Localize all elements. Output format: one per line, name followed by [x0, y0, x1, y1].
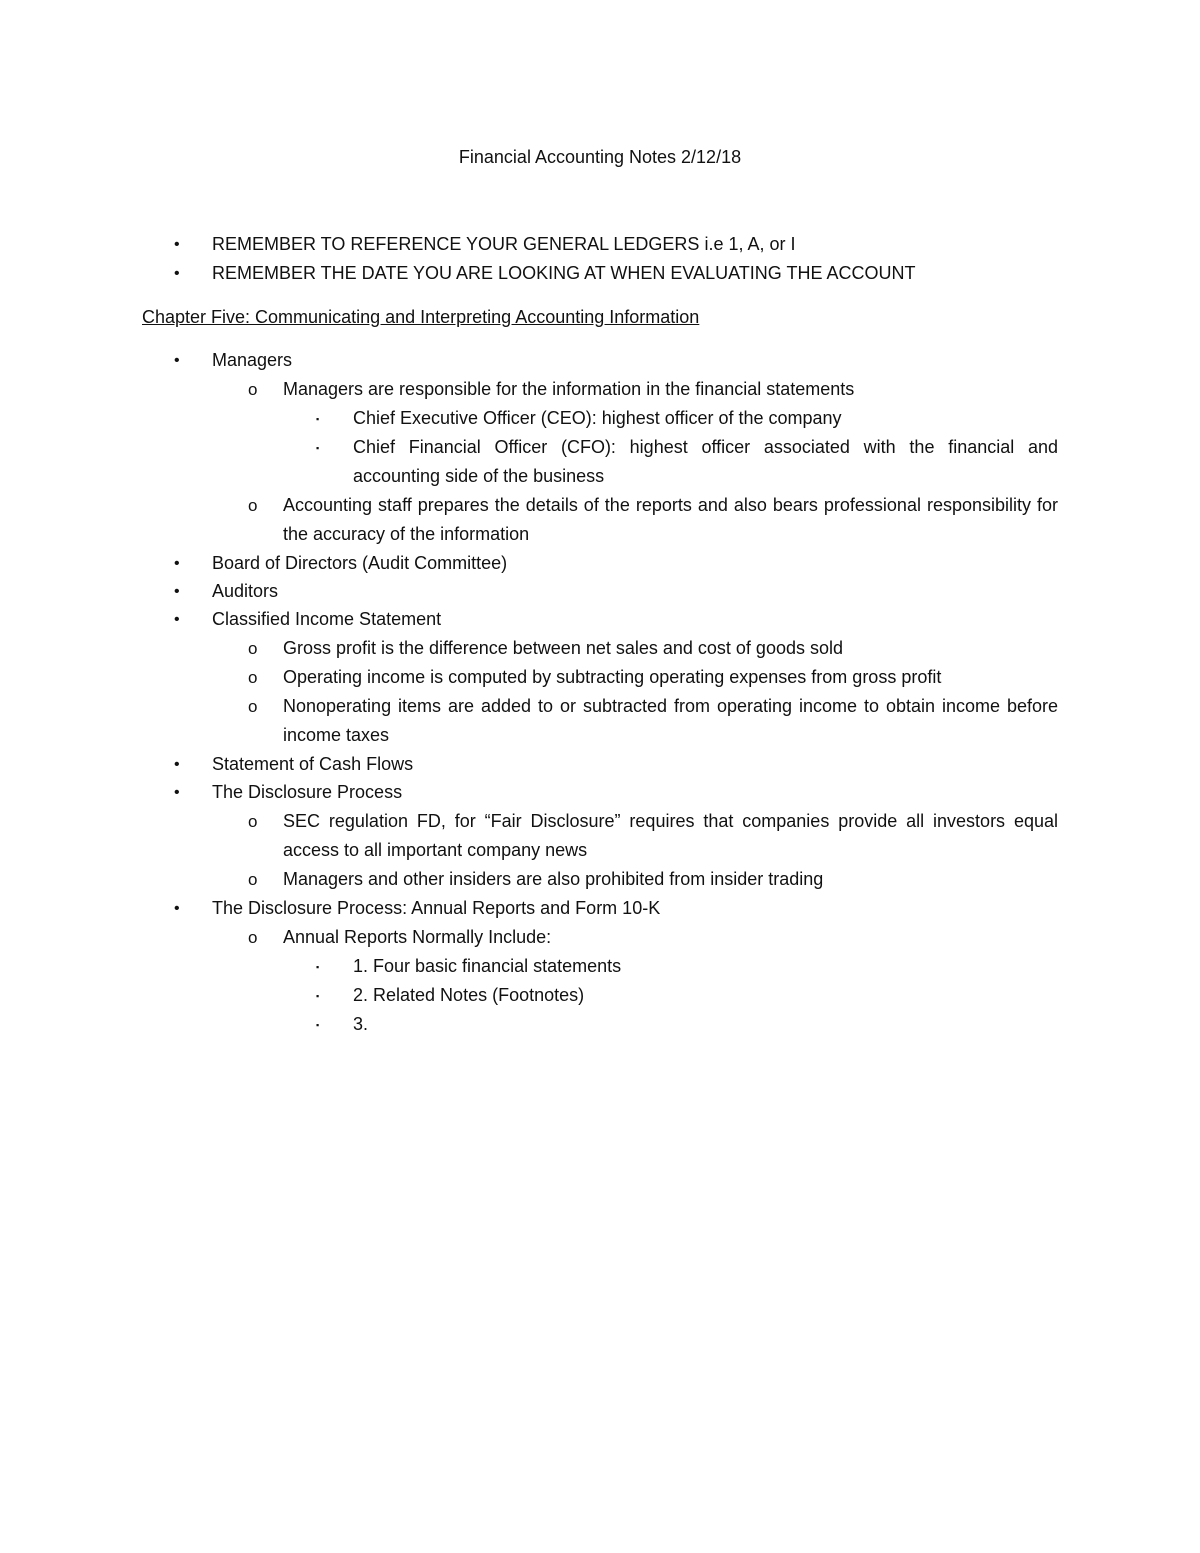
- note-text: 2. Related Notes (Footnotes): [353, 985, 585, 1005]
- note-text: Chief Financial Officer (CFO): highest officer associated with the financial and accounting side of the business: [353, 437, 1058, 486]
- bullet-marker: •: [174, 265, 180, 282]
- bullet-marker: •: [174, 555, 180, 572]
- bullet-marker: •: [174, 784, 180, 801]
- list-item: [248, 807, 1058, 865]
- note-text: SEC regulation FD, for “Fair Disclosure” requires that companies provide all investors equal access to all important company news: [283, 811, 1058, 860]
- circle-marker: o: [248, 668, 258, 687]
- note-text: 1. Four basic financial statements: [353, 956, 622, 976]
- list-item: [174, 230, 1058, 259]
- note-text: Managers are responsible for the information in the financial statements: [283, 379, 855, 399]
- bullet-marker: •: [174, 756, 180, 773]
- bullet-marker: •: [174, 611, 180, 628]
- list-item: [174, 577, 1058, 606]
- circle-marker: o: [248, 928, 258, 947]
- list-item: [248, 923, 1058, 952]
- circle-marker: o: [248, 639, 258, 658]
- list-item: [316, 952, 1058, 981]
- list-item: [174, 549, 1058, 578]
- bullet-marker: •: [174, 583, 180, 600]
- list-item: [248, 692, 1058, 750]
- square-marker: ▪: [316, 443, 320, 453]
- list-item: [174, 750, 1058, 779]
- note-text: Accounting staff prepares the details of the reports and also bears professional responsibility for the accuracy of the information: [283, 495, 1058, 544]
- chapter-heading: Chapter Five: Communicating and Interpreting Accounting Information: [142, 307, 700, 327]
- note-text: Nonoperating items are added to or subtracted from operating income to obtain income before income taxes: [283, 696, 1058, 745]
- square-marker: ▪: [316, 1020, 320, 1030]
- list-item: [174, 346, 1058, 375]
- circle-marker: o: [248, 496, 258, 515]
- list-item: [248, 375, 1058, 404]
- list-item: [248, 865, 1058, 894]
- circle-marker: o: [248, 812, 258, 831]
- list-item: [174, 259, 1058, 288]
- square-marker: ▪: [316, 962, 320, 972]
- list-item: [316, 404, 1058, 433]
- list-item: [174, 778, 1058, 807]
- note-text: 3.: [353, 1014, 369, 1034]
- note-text: Gross profit is the difference between net sales and cost of goods sold: [283, 638, 843, 658]
- list-item: [248, 634, 1058, 663]
- note-text: The Disclosure Process: Annual Reports and Form 10-K: [212, 898, 661, 918]
- circle-marker: o: [248, 870, 258, 889]
- note-text: Statement of Cash Flows: [212, 754, 414, 774]
- bullet-marker: •: [174, 900, 180, 917]
- square-marker: ▪: [316, 414, 320, 424]
- note-text: Annual Reports Normally Include:: [283, 927, 552, 947]
- note-text: Auditors: [212, 581, 279, 601]
- list-item: [248, 491, 1058, 549]
- note-text: Chief Executive Officer (CEO): highest officer of the company: [353, 408, 842, 428]
- list-item: [174, 894, 1058, 923]
- note-text: Classified Income Statement: [212, 609, 442, 629]
- bullet-marker: •: [174, 352, 180, 369]
- note-text: Operating income is computed by subtracting operating expenses from gross profit: [283, 667, 942, 687]
- list-item: [316, 1010, 1058, 1039]
- list-item: [248, 663, 1058, 692]
- reminder-text: REMEMBER TO REFERENCE YOUR GENERAL LEDGERS i.e 1, A, or I: [212, 234, 796, 254]
- bullet-marker: •: [174, 236, 180, 253]
- note-text: The Disclosure Process: [212, 782, 403, 802]
- note-text: Managers: [212, 350, 293, 370]
- square-marker: ▪: [316, 991, 320, 1001]
- document-title: Financial Accounting Notes 2/12/18: [458, 147, 742, 167]
- note-text: Managers and other insiders are also prohibited from insider trading: [283, 869, 824, 889]
- circle-marker: o: [248, 697, 258, 716]
- list-item: [316, 433, 1058, 491]
- list-item: [316, 981, 1058, 1010]
- circle-marker: o: [248, 380, 258, 399]
- note-text: Board of Directors (Audit Committee): [212, 553, 508, 573]
- list-item: [174, 605, 1058, 634]
- reminder-text: REMEMBER THE DATE YOU ARE LOOKING AT WHEN EVALUATING THE ACCOUNT: [212, 263, 916, 283]
